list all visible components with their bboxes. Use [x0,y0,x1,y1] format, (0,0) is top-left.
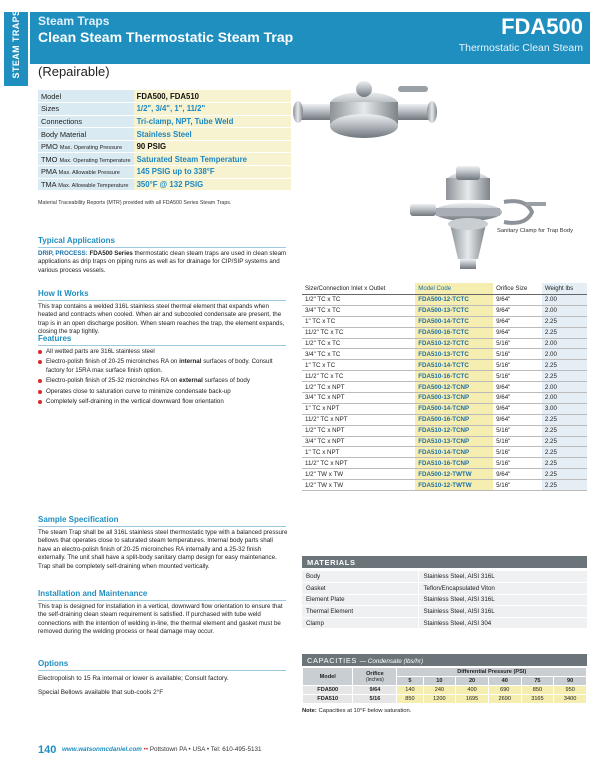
spec-value: 1/2", 3/4", 1", 11/2" [134,103,291,116]
order-code: FDA500-12-TCNP [415,382,493,393]
spec-value: FDA500, FDA510 [134,90,291,103]
spec-label [38,115,134,128]
order-code: FDA500-12-TWTW [415,469,493,480]
order-row [302,436,587,447]
side-tab-label: STEAM TRAPS [11,9,21,79]
capacity-model: FDA510 [303,695,353,704]
trap-assembled-image [293,81,437,138]
col-code: Model Code [415,283,493,295]
spec-table [38,90,291,191]
order-weight: 2.25 [542,414,587,425]
materials-heading: MATERIALS [302,556,587,568]
order-row [302,469,587,480]
capacity-orifice: 9/64 [353,686,397,695]
order-row [302,393,587,404]
order-orifice: 9/64" [493,316,542,327]
note-label: Note: [302,708,317,714]
material-part: Gasket [302,583,419,595]
order-code: FDA500-14-TCTC [415,316,493,327]
order-size: 1" TC x NPT [302,403,415,414]
order-code: FDA500-13-TCNP [415,393,493,404]
order-size: 1/2" TC x NPT [302,425,415,436]
material-row [302,594,587,606]
capacities-table [302,667,587,704]
category-label: Steam Traps [38,14,110,28]
order-weight: 2.25 [542,458,587,469]
feature-text-post: surfaces of body [202,377,250,385]
spec-label-text: Body Material [41,129,87,139]
footer-url[interactable]: www.watsonmcdaniel.com [62,746,142,753]
order-orifice: 9/64" [493,469,542,480]
spec-value: 145 PSIG up to 338°F [134,166,291,179]
mtr-note: Material Traceability Reports (MTR) provided with all FDA500 Series Steam Traps. [38,200,232,206]
order-weight: 2.25 [542,480,587,491]
order-row [302,316,587,327]
order-orifice: 9/64" [493,414,542,425]
order-size: 1/2" TC x TC [302,295,415,306]
material-value: Stainless Steel, AISI 316L [419,571,587,583]
order-size: 11/2" TC x NPT [302,414,415,425]
order-size: 1/2" TW x TW [302,469,415,480]
material-part: Body [302,571,419,583]
order-code: FDA510-16-TCTC [415,371,493,382]
how-it-works-heading: How It Works [38,289,286,301]
order-row [302,480,587,491]
feature-text: Completely self-draining in the vertical downward flow orientation [46,398,224,406]
order-size: 1/2" TC x TC [302,338,415,349]
order-code: FDA510-16-TCNP [415,458,493,469]
spec-label-text: Sizes [41,104,60,114]
footer-address: Pottstown PA • USA • Tel: 610-495-5131 [149,746,262,753]
order-size: 3/4" TC x NPT [302,393,415,404]
order-weight: 2.25 [542,447,587,458]
sample-spec-heading: Sample Specification [38,515,286,527]
order-row [302,414,587,425]
capacity-row [303,686,587,695]
order-size: 1" TC x TC [302,360,415,371]
order-orifice: 9/64" [493,393,542,404]
capacity-value: 850 [521,686,554,695]
capacities-note [302,708,411,714]
capacities-subtitle: — Condensate (lbs/hr) [359,658,424,665]
installation-heading: Installation and Maintenance [38,589,286,601]
order-weight: 2.00 [542,393,587,404]
material-part: Element Plate [302,594,419,606]
order-weight: 2.25 [542,316,587,327]
photo-caption: Sanitary Clamp for Trap Body [496,228,574,234]
typical-series: FDA500 Series [89,250,133,257]
spec-row [38,115,291,128]
order-size: 1" TC x TC [302,316,415,327]
order-size: 3/4" TC x TC [302,349,415,360]
options-line-1: Electropolish to 15 Ra internal or lower is available; Consult factory. [38,675,229,682]
spec-label [38,128,134,141]
typical-lead: DRIP, PROCESS: [38,250,88,257]
material-row [302,617,587,629]
capacities-heading [302,654,587,666]
order-code: FDA510-12-TCNP [415,425,493,436]
footer-separator: •• [143,746,149,753]
material-part: Clamp [302,617,419,629]
material-value: Stainless Steel, AISI 316L [419,594,587,606]
ordering-table [302,283,587,491]
order-size: 1/2" TC x NPT [302,382,415,393]
capacity-value: 2690 [488,695,521,704]
order-orifice: 5/16" [493,425,542,436]
order-row [302,403,587,414]
cap-dp-header: Differential Pressure (PSI) [397,668,587,677]
order-code: FDA510-14-TCNP [415,447,493,458]
order-row [302,305,587,316]
features-list [38,348,288,408]
spec-label-text: Connections [41,116,83,126]
order-row [302,295,587,306]
order-row [302,360,587,371]
feature-item [38,348,288,356]
cap-col-orifice-label: Orifice [366,670,384,677]
material-row [302,606,587,618]
capacity-value: 400 [456,686,489,695]
order-orifice: 9/64" [493,295,542,306]
order-code: FDA500-14-TCNP [415,403,493,414]
feature-text-bold: internal [179,358,202,366]
cap-col-model: Model [303,668,353,686]
order-row [302,447,587,458]
order-code: FDA510-13-TCNP [415,436,493,447]
page-subtitle: (Repairable) [38,64,110,79]
spec-value: Saturated Steam Temperature [134,153,291,166]
capacity-value: 240 [423,686,456,695]
feature-text-pre: Electro-polish finish of 25-32 microinches RA on [46,377,180,385]
order-weight: 2.00 [542,295,587,306]
features-heading: Features [38,334,286,346]
spec-label-text: Model [41,91,62,101]
page-number: 140 [38,744,57,756]
material-value: Stainless Steel, AISI 316L [419,606,587,618]
order-size: 11/2" TC x TC [302,327,415,338]
order-code: FDA510-13-TCTC [415,349,493,360]
spec-row [38,140,291,153]
options-line-2: Special Bellows available that sub-cools 2°F [38,689,164,696]
capacity-orifice: 5/16 [353,695,397,704]
order-size: 1/2" TW x TW [302,480,415,491]
material-value: Teflon/Encapsulated Viton [419,583,587,595]
order-weight: 2.00 [542,305,587,316]
order-weight: 2.25 [542,371,587,382]
order-code: FDA510-14-TCTC [415,360,493,371]
order-orifice: 5/16" [493,349,542,360]
order-row [302,338,587,349]
spec-value: 90 PSIG [134,140,291,153]
material-row [302,571,587,583]
capacity-row [303,695,587,704]
order-code: FDA500-13-TCTC [415,305,493,316]
col-weight: Weight lbs [542,283,587,295]
order-row [302,371,587,382]
spec-label-text: TMO [41,154,58,164]
cap-pressure: 90 [554,677,587,686]
order-row [302,458,587,469]
order-orifice: 5/16" [493,338,542,349]
spec-label-text: PMA [41,167,57,177]
order-weight: 2.25 [542,436,587,447]
spec-label-text: TMA [41,179,57,189]
order-orifice: 9/64" [493,403,542,414]
spec-label-small: Max. Operating Pressure [59,145,123,152]
order-orifice: 5/16" [493,360,542,371]
spec-value: Tri-clamp, NPT, Tube Weld [134,115,291,128]
spec-value: Stainless Steel [134,128,291,141]
spec-row [38,153,291,166]
capacity-value: 3400 [554,695,587,704]
col-size: Size/Connection Inlet x Outlet [302,283,415,295]
order-weight: 2.00 [542,338,587,349]
order-code: FDA510-12-TWTW [415,480,493,491]
feature-text-pre: Electro-polish finish of 20-25 microinches RA on [46,358,180,366]
trap-exploded-image [410,166,546,269]
spec-label [38,103,134,116]
cap-pressure: 75 [521,677,554,686]
order-size: 11/2" TC x TC [302,371,415,382]
order-orifice: 9/64" [493,305,542,316]
footer [62,746,261,753]
order-weight: 3.00 [542,403,587,414]
model-number: FDA500 [501,14,583,39]
cap-pressure: 5 [397,677,423,686]
order-orifice: 5/16" [493,447,542,458]
order-weight: 2.25 [542,327,587,338]
order-code: FDA510-12-TCTC [415,338,493,349]
spec-label-small: Max. Operating Temperature [59,157,131,164]
order-weight: 2.25 [542,469,587,480]
sample-spec-text: The steam Trap shall be all 316L stainless steel thermostatic type with a balanced pressure bellows that operates close to saturated steam temperatures. Internal body parts shall have an electro-polish finish of 20-25 microinches RA internally and a 25-32 finish externally. The unit shall have a split-body sanitary clamp design for easy maintenance. Trap shall be completely self-draining when mounted vertically. [38,529,288,570]
spec-row [38,103,291,116]
installation-text: This trap is designed for installation in a vertical, downward flow orientation to ensure that the self-draining clean steam requirement is satisfied. If purchased with tube weld connections with the intention of welding in-line, the thermal element and gasket must be removed during the welding process or heat damage may occur. [38,603,283,636]
feature-text-bold: external [179,377,203,385]
order-weight: 2.25 [542,425,587,436]
capacity-value: 140 [397,686,423,695]
model-description: Thermostatic Clean Steam [458,42,583,54]
spec-value: 350°F @ 132 PSIG [134,178,291,191]
order-row [302,349,587,360]
capacities-title: CAPACITIES [307,656,358,665]
order-orifice: 5/16" [493,436,542,447]
capacity-value: 950 [554,686,587,695]
order-size: 1" TC x NPT [302,447,415,458]
feature-item [38,358,288,375]
spec-row [38,90,291,103]
spec-row [38,166,291,179]
spec-label [38,166,134,179]
feature-text: All wetted parts are 316L stainless steel [46,348,155,355]
note-text: Capacities at 10°F below saturation. [318,708,412,714]
order-orifice: 5/16" [493,458,542,469]
typical-applications-heading: Typical Applications [38,236,286,248]
order-size: 3/4" TC x TC [302,305,415,316]
material-value: Stainless Steel, AISI 304 [419,617,587,629]
side-tab [4,9,28,86]
cap-col-orifice-unit: (inches) [366,676,384,683]
spec-label [38,178,134,191]
page-title: Clean Steam Thermostatic Steam Trap [38,29,294,45]
cap-pressure: 20 [456,677,489,686]
typical-applications-text [38,250,288,275]
feature-item [38,377,288,385]
material-row [302,583,587,595]
spec-label-text: PMO [41,142,58,152]
capacity-model: FDA500 [303,686,353,695]
capacity-value: 690 [488,686,521,695]
capacity-value: 1695 [456,695,489,704]
order-weight: 2.00 [542,382,587,393]
cap-pressure: 10 [423,677,456,686]
capacity-value: 3165 [521,695,554,704]
feature-item [38,388,288,396]
order-row [302,425,587,436]
cap-col-orifice [353,668,397,686]
feature-text: Operates close to saturation curve to minimize condensate back-up [46,387,231,395]
order-weight: 2.00 [542,349,587,360]
capacity-value: 1200 [423,695,456,704]
order-orifice: 9/64" [493,382,542,393]
typical-body: thermostatic clean steam traps are used in clean steam applications as drip traps on piping runs as well as for drainage for CIP/SIP systems and various process vessels. [38,250,287,274]
order-orifice: 9/64" [493,327,542,338]
spec-row [38,128,291,141]
order-code: FDA500-16-TCTC [415,327,493,338]
spec-label-small: Max. Allowable Temperature [58,182,129,189]
feature-item [38,398,288,406]
order-size: 11/2" TC x NPT [302,458,415,469]
material-part: Thermal Element [302,606,419,618]
spec-label [38,140,134,153]
materials-table [302,571,587,629]
col-orifice: Orifice Size [493,283,542,295]
how-it-works-text: This trap contains a welded 316L stainless steel thermal element that expands when heated and contracts when cooled. When air and subcooled condensate are present, the trap is in an open discharge position. When steam reaches the trap, the element expands, closing the trap tightly. [38,303,285,336]
order-weight: 2.25 [542,360,587,371]
product-photo [290,74,588,274]
order-orifice: 5/16" [493,480,542,491]
spec-label [38,90,134,103]
feature-text-post: surfaces of body. Consult factory for 15RA max surface finish option. [46,358,273,374]
spec-label-small: Max. Allowable Pressure [58,170,120,177]
order-row [302,327,587,338]
capacity-value: 850 [397,695,423,704]
spec-row [38,178,291,191]
order-code: FDA500-12-TCTC [415,295,493,306]
order-orifice: 5/16" [493,371,542,382]
order-size: 3/4" TC x NPT [302,436,415,447]
cap-pressure: 40 [488,677,521,686]
options-heading: Options [38,659,286,671]
spec-label [38,153,134,166]
order-code: FDA500-16-TCNP [415,414,493,425]
order-row [302,382,587,393]
